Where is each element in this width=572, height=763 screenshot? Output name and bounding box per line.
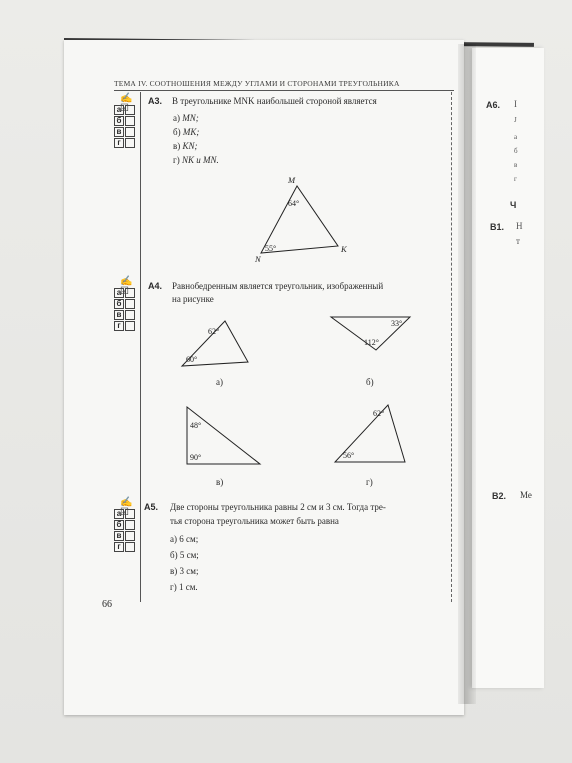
angle-label: 60° xyxy=(186,355,198,364)
answer-row-a[interactable] xyxy=(114,509,140,519)
answer-box-a5 xyxy=(114,498,140,553)
triangle-fig-a xyxy=(180,318,255,373)
option-value: 1 см. xyxy=(178,582,198,592)
answer-letter: г xyxy=(114,321,124,331)
answer-letter: в xyxy=(114,127,124,137)
option-letter: в) xyxy=(173,141,181,151)
answer-checkbox[interactable] xyxy=(125,542,135,552)
triangle-fig-b xyxy=(328,314,413,356)
answer-row-a[interactable] xyxy=(114,105,140,115)
answer-letter: а xyxy=(114,509,124,519)
answer-letter: г xyxy=(114,138,124,148)
answer-row-g[interactable] xyxy=(114,542,140,552)
cut-line xyxy=(451,92,452,602)
option-a3-b xyxy=(173,127,199,137)
answer-checkbox[interactable] xyxy=(125,127,135,137)
header-rule xyxy=(114,90,454,91)
option-a5-a xyxy=(170,534,198,544)
answer-checkbox[interactable] xyxy=(125,138,135,148)
right-page xyxy=(472,48,544,688)
answer-row-g[interactable] xyxy=(114,138,140,148)
angle-label: 112° xyxy=(364,338,379,347)
figure-label-b: б) xyxy=(366,377,374,387)
option-a3-v xyxy=(173,141,198,151)
option-a5-g xyxy=(170,582,198,592)
answer-row-v[interactable] xyxy=(114,531,140,541)
answer-row-b[interactable] xyxy=(114,116,140,126)
option-a3-a xyxy=(173,113,199,123)
question-label-a3: А3. xyxy=(148,96,163,106)
vertex-label-m: M xyxy=(288,175,296,185)
option-value: MK; xyxy=(182,127,200,137)
angle-label: 62° xyxy=(373,409,385,418)
answer-checkbox[interactable] xyxy=(125,321,135,331)
question-text-a4-line2: на рисунке xyxy=(172,294,214,304)
answer-row-g[interactable] xyxy=(114,321,140,331)
option-letter: б) xyxy=(170,550,178,560)
answer-letter: г xyxy=(114,542,124,552)
pen-check-icon: ✍☑ xyxy=(120,497,133,518)
angle-label: 62° xyxy=(208,327,220,336)
figure-label-v: в) xyxy=(216,477,224,487)
vertex-label-n: N xyxy=(255,254,261,264)
answer-letter: б xyxy=(114,299,124,309)
angle-label: 48° xyxy=(190,421,202,430)
answer-letter: а xyxy=(114,105,124,115)
option-a5-v xyxy=(170,566,198,576)
angle-label-n: 55° xyxy=(265,244,277,253)
right-question-text-b1: Н xyxy=(516,221,523,231)
right-question-label-a6: А6. xyxy=(486,100,501,110)
question-text-a3: В треугольнике MNK наибольшей стороной является xyxy=(172,96,377,106)
question-text-a4-line1: Равнобедренным является треугольник, изображенный xyxy=(172,281,384,291)
question-label-a5: А5. xyxy=(144,502,159,512)
answer-checkbox[interactable] xyxy=(125,310,135,320)
angle-label-m: 64° xyxy=(288,199,300,208)
answer-checkbox[interactable] xyxy=(125,509,135,519)
option-letter: а) xyxy=(170,534,177,544)
right-question-text-a6: I xyxy=(514,99,517,109)
triangle-fig-g xyxy=(333,402,409,466)
answer-checkbox[interactable] xyxy=(125,116,135,126)
option-value: 3 см; xyxy=(179,566,199,576)
pen-check-icon: ✍☑ xyxy=(120,276,133,297)
option-value: 6 см; xyxy=(179,534,199,544)
vertex-label-k: K xyxy=(341,244,347,254)
pen-check-icon: ✍☑ xyxy=(120,93,133,114)
answer-letter: в xyxy=(114,531,124,541)
answer-checkbox[interactable] xyxy=(125,531,135,541)
answer-row-b[interactable] xyxy=(114,520,140,530)
question-label-a4: А4. xyxy=(148,281,163,291)
right-option: г xyxy=(514,175,517,183)
answer-letter: а xyxy=(114,288,124,298)
answer-row-b[interactable] xyxy=(114,299,140,309)
right-question-label-b2: В2. xyxy=(492,491,507,501)
answer-checkbox[interactable] xyxy=(125,520,135,530)
right-option: а xyxy=(514,133,518,141)
option-a5-b xyxy=(170,550,199,560)
angle-label: 33° xyxy=(391,319,403,328)
triangle-mnk xyxy=(255,175,355,265)
right-question-text-b1-line2: т xyxy=(516,236,520,246)
answer-checkbox[interactable] xyxy=(125,288,135,298)
option-value: MN; xyxy=(182,113,199,123)
answer-letter: б xyxy=(114,520,124,530)
right-question-text-b2: Ме xyxy=(520,490,532,500)
angle-label: 90° xyxy=(190,453,202,462)
right-option: в xyxy=(514,161,518,169)
answer-box-a3 xyxy=(114,94,140,149)
triangle-shape xyxy=(261,186,338,253)
option-letter: в) xyxy=(170,566,178,576)
option-letter: а) xyxy=(173,113,180,123)
margin-rule xyxy=(140,92,141,602)
answer-row-v[interactable] xyxy=(114,127,140,137)
right-option: J xyxy=(514,116,517,124)
page-header: ТЕМА IV. СООТНОШЕНИЯ МЕЖДУ УГЛАМИ И СТОРОНАМИ ТРЕУГОЛЬНИКА xyxy=(114,79,400,88)
option-letter: б) xyxy=(173,127,181,137)
option-value: NK и MN. xyxy=(181,155,219,165)
answer-checkbox[interactable] xyxy=(125,299,135,309)
answer-letter: в xyxy=(114,310,124,320)
question-text-a5-line2: тья сторона треугольника может быть равна xyxy=(170,516,339,526)
figure-label-a: а) xyxy=(216,377,223,387)
question-text-a5-line1: Две стороны треугольника равны 2 см и 3 см. Тогда тре- xyxy=(170,502,386,512)
option-a3-g xyxy=(173,155,219,165)
answer-checkbox[interactable] xyxy=(125,105,135,115)
option-value: KN; xyxy=(182,141,198,151)
page-number: 66 xyxy=(102,599,112,610)
option-letter: г) xyxy=(173,155,180,165)
right-question-label-b1: В1. xyxy=(490,222,505,232)
answer-letter: б xyxy=(114,116,124,126)
angle-label: 56° xyxy=(343,451,355,460)
figure-label-g: г) xyxy=(366,477,373,487)
page-gutter xyxy=(458,44,476,704)
right-part-label: Ч xyxy=(510,200,517,210)
triangle-fig-v xyxy=(184,404,264,466)
option-letter: г) xyxy=(170,582,177,592)
right-option: б xyxy=(514,147,518,155)
answer-row-a[interactable] xyxy=(114,288,140,298)
answer-box-a4 xyxy=(114,277,140,332)
option-value: 5 см; xyxy=(179,550,199,560)
answer-row-v[interactable] xyxy=(114,310,140,320)
